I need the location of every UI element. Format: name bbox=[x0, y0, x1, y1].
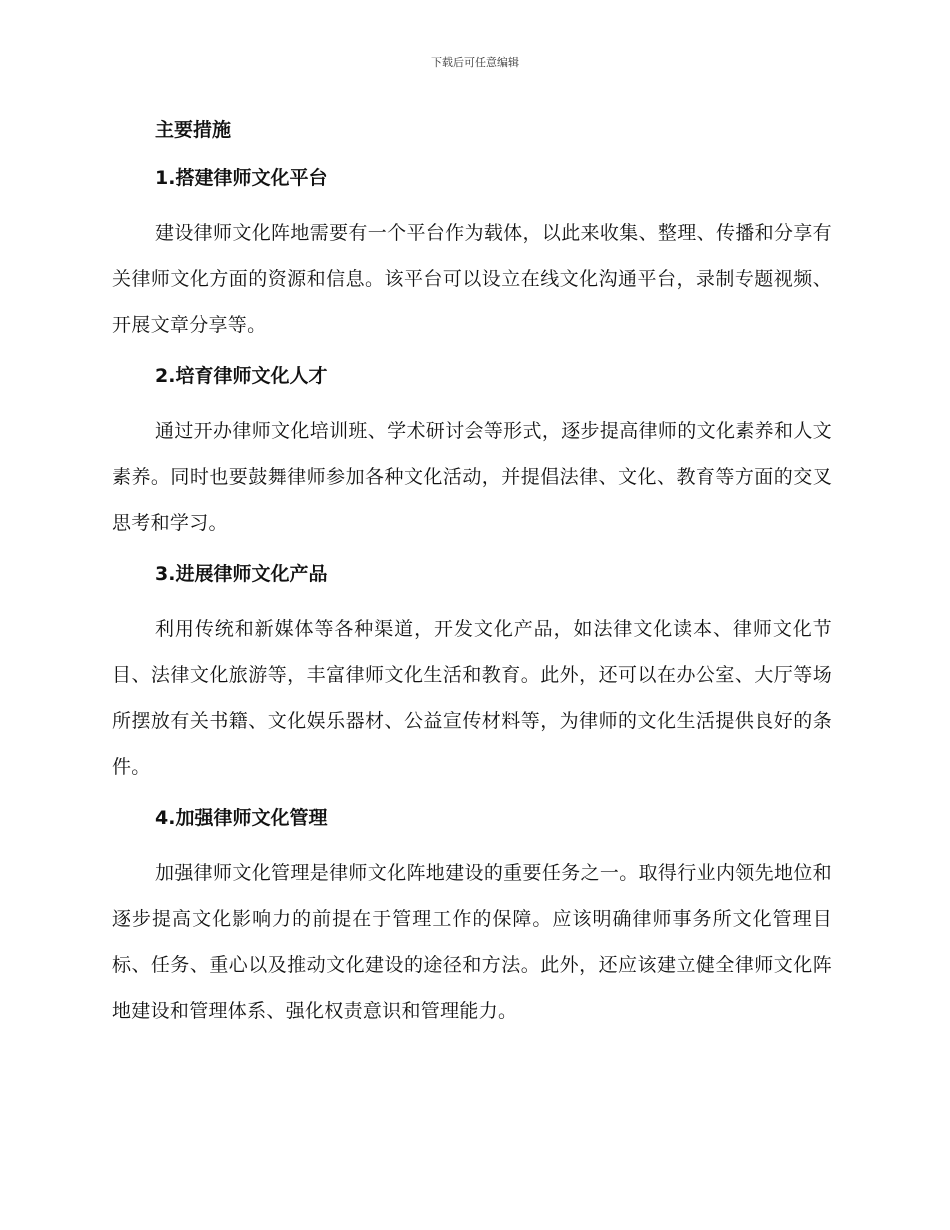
section-4-heading: 4.加强律师文化管理 bbox=[155, 807, 328, 829]
section-1-heading: 1.搭建律师文化平台 bbox=[155, 167, 328, 189]
section-3-heading: 3.进展律师文化产品 bbox=[155, 563, 328, 585]
section-2-paragraph: 通过开办律师文化培训班、学术研讨会等形式，逐步提高律师的文化素养和人文素养。同时也要鼓舞律师参加各种文化活动，并提倡法律、文化、教育等方面的交叉思考和学习。 bbox=[112, 420, 832, 534]
main-heading: 主要措施 bbox=[155, 119, 232, 141]
header-note: 下载后可任意编辑 bbox=[431, 56, 519, 69]
section-3-paragraph: 利用传统和新媒体等各种渠道，开发文化产品，如法律文化读本、律师文化节目、法律文化旅游等，丰富律师文化生活和教育。此外，还可以在办公室、大厅等场所摆放有关书籍、文化娱乐器材、公益宣传材料等，为律师的文化生活提供良好的条件。 bbox=[112, 618, 832, 778]
section-1-paragraph: 建设律师文化阵地需要有一个平台作为载体，以此来收集、整理、传播和分享有关律师文化方面的资源和信息。该平台可以设立在线文化沟通平台，录制专题视频、开展文章分享等。 bbox=[112, 222, 832, 336]
section-4-paragraph: 加强律师文化管理是律师文化阵地建设的重要任务之一。取得行业内领先地位和逐步提高文化影响力的前提在于管理工作的保障。应该明确律师事务所文化管理目标、任务、重心以及推动文化建设的途径和方法。此外，还应该建立健全律师文化阵地建设和管理体系、强化权责意识和管理能力。 bbox=[112, 862, 832, 1022]
document-body bbox=[112, 110, 832, 1042]
section-2-heading: 2.培育律师文化人才 bbox=[155, 365, 328, 387]
